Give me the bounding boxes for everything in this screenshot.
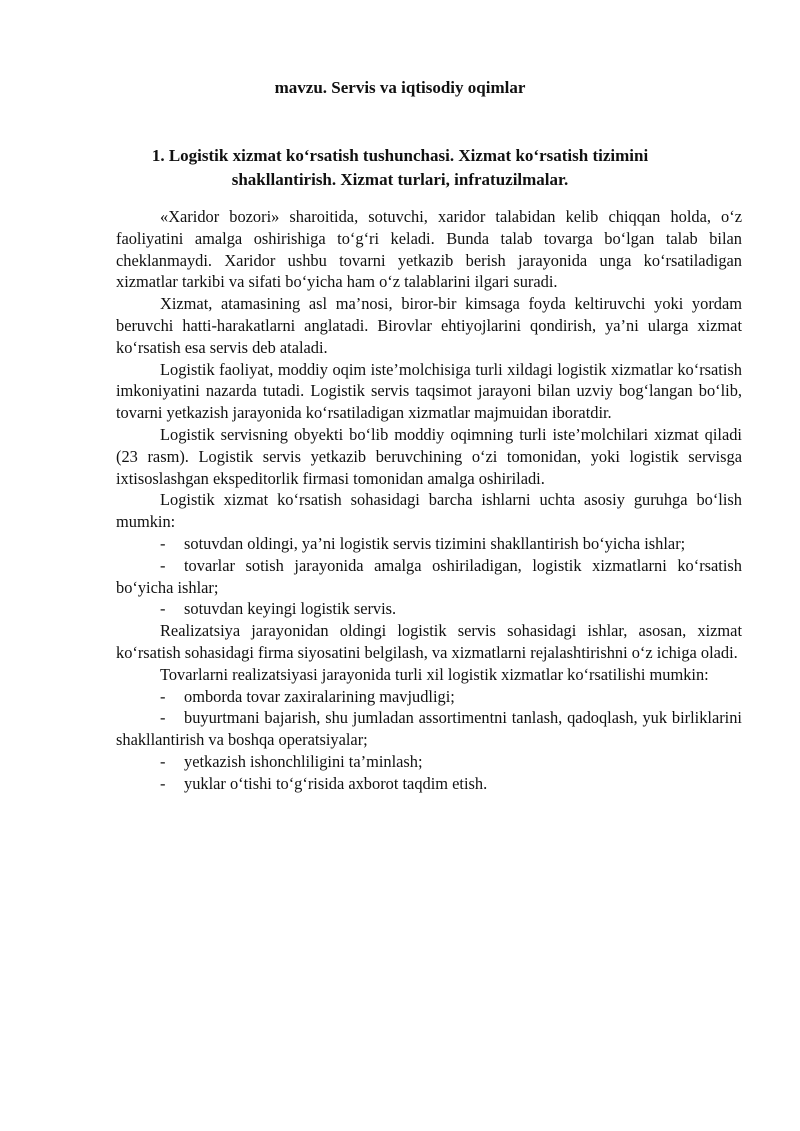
paragraph: Logistik xizmat ko‘rsatish sohasidagi barcha ishlarni uchta asosiy guruhga bo‘lish mumkin:: [116, 490, 742, 532]
list-item-text: yuklar o‘tishi to‘g‘risida axborot taqdim etish.: [184, 773, 488, 793]
list-item: [116, 533, 742, 555]
list-item: [116, 707, 742, 751]
list-item: [116, 686, 742, 708]
list-dash: -: [160, 599, 166, 619]
list-item: [116, 598, 742, 620]
list-dash: -: [160, 773, 166, 793]
document-title: mavzu. Servis va iqtisodiy oqimlar: [274, 78, 526, 97]
paragraph: Realizatsiya jarayonidan oldingi logistik servis sohasidagi ishlar, asosan, xizmat ko‘rsatish sohasidagi firma siyosatini belgilash, va xizmatlarni rejalashtirishni o‘z ichiga oladi.: [116, 621, 742, 662]
paragraph: Tovarlarni realizatsiyasi jarayonida turli xil logistik xizmatlar ko‘rsatilishi mumkin:: [160, 664, 709, 684]
list-item-text: buyurtmani bajarish, shu jumladan assortimentni tanlash, qadoqlash, yuk birliklarini shakllantirish va boshqa operatsiyalar;: [116, 708, 742, 750]
list-item: [116, 751, 742, 773]
paragraph: Logistik servisning obyekti bo‘lib moddiy oqimning turli iste’molchilari xizmat qiladi (23 rasm). Logistik servis yetkazib beruvchining o‘zi tomonidan, yoki logistik servisga ixtisoslashgan ekspeditorlik firmasi tomonidan amalga oshiriladi.: [116, 424, 742, 488]
list-dash: -: [160, 686, 166, 706]
list-item-text: tovarlar sotish jarayonida amalga oshiriladigan, logistik xizmatlarni ko‘rsatish bo‘yicha ishlar;: [116, 555, 742, 597]
list-dash: -: [160, 751, 166, 771]
paragraph: Xizmat, atamasining asl ma’nosi, biror-bir kimsaga foyda keltiruvchi yoki yordam beruvchi hatti-harakatlarni anglatadi. Birovlar ehtiyojlarini qondirish, ya’ni ularga xizmat ko‘rsatish esa servis deb ataladi.: [116, 294, 742, 357]
list-item-text: omborda tovar zaxiralarining mavjudligi;: [184, 686, 455, 706]
document-body: [116, 206, 742, 795]
paragraph: Logistik faoliyat, moddiy oqim iste’molchisiga turli xildagi logistik xizmatlar ko‘rsatish imkoniyatini nazarda tutadi. Logistik servis taqsimot jarayoni bilan uzviy bog‘langan bo‘lib, tovarni yetkazish jarayonida ko‘rsatiladigan xizmatlar majmuidan iboratdir.: [116, 359, 742, 423]
list-dash: -: [160, 533, 166, 553]
list-item: [116, 773, 742, 795]
list-item-text: sotuvdan oldingi, ya’ni logistik servis tizimini shakllantirish bo‘yicha ishlar;: [184, 533, 686, 553]
list-item: [116, 555, 742, 599]
section-heading: 1. Logistik xizmat ko‘rsatish tushunchasi. Xizmat ko‘rsatish tizimini shakllantirish. Xizmat turlari, infratuzilmalar.: [151, 146, 649, 189]
paragraph: «Xaridor bozori» sharoitida, sotuvchi, xaridor talabidan kelib chiqqan holda, o‘z faoliyatini amalga oshirishiga to‘g‘ri keladi. Bunda talab tovarga bo‘lgan talab bilan cheklanmaydi. Xaridor ushbu tovarni yetkazib berish jarayonida unga ko‘rsatiladigan xizmatlar tarkibi va sifati bo‘yicha ham o‘z talablarini ilgari suradi.: [116, 207, 742, 292]
list-item-text: sotuvdan keyingi logistik servis.: [184, 599, 397, 619]
list-item-text: yetkazish ishonchliligini ta’minlash;: [184, 751, 423, 771]
list-dash: -: [160, 555, 166, 575]
list-dash: -: [160, 708, 166, 728]
